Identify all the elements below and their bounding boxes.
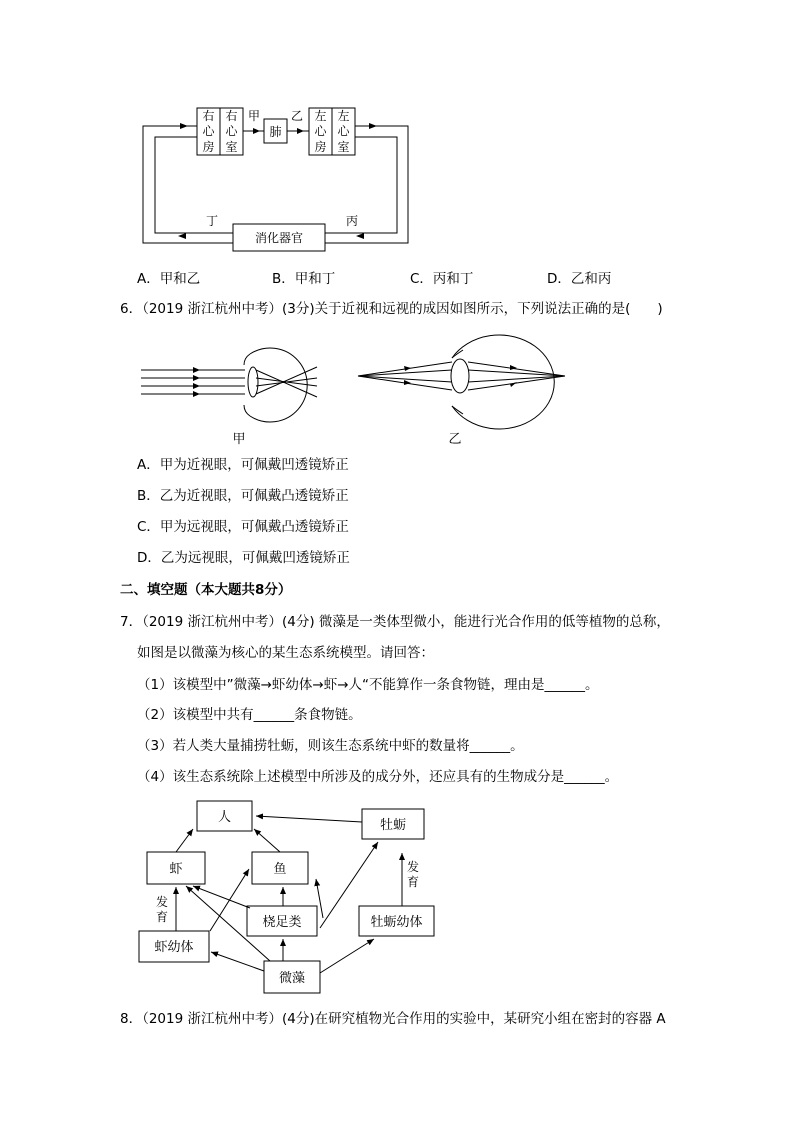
lung-label: 肺 <box>269 125 282 139</box>
digestive-organ-label: 消化器官 <box>254 231 304 245</box>
la-char-3: 房 <box>314 140 327 154</box>
rv-char-2: 心 <box>225 124 238 138</box>
ra-char-3: 房 <box>202 140 215 154</box>
label-bing: 丙 <box>345 214 359 228</box>
develop-label-right-2: 育 <box>406 875 420 889</box>
q8-stem: 8．（2019 浙江杭州中考）(4分)在研究植物光合作用的实验中，某研究小组在密封的容器 A <box>120 1011 666 1027</box>
la-char-2: 心 <box>314 124 327 138</box>
ra-char-2: 心 <box>202 124 215 138</box>
q7-sub-1: （1）该模型中”微藻→虾幼体→虾→人“不能算作一条食物链，理由是______。 <box>137 677 599 693</box>
label-jia: 甲 <box>247 109 261 123</box>
q7-stem-line1: 7．（2019 浙江杭州中考）(4分) 微藻是一类体型微小，能进行光合作用的低等植物的总称， <box>120 614 670 630</box>
label-yi: 乙 <box>290 109 304 123</box>
eye-diagrams <box>0 320 794 450</box>
q7-sub-4: （4）该生态系统除上述模型中所涉及的成分外，还应具有的生物成分是______。 <box>137 769 619 785</box>
q7-sub-2: （2）该模型中共有______条食物链。 <box>137 707 362 723</box>
node-muli-label: 牡蛎 <box>379 818 407 833</box>
eye-label-yi: 乙 <box>448 432 462 447</box>
develop-label-left-1: 发 <box>155 895 169 909</box>
rv-char-1: 右 <box>225 109 238 123</box>
label-ding: 丁 <box>205 214 219 228</box>
q5-option-d: D．乙和丙 <box>547 271 612 287</box>
node-xia-label: 虾 <box>169 862 183 877</box>
node-mulyouti-label: 牡蛎幼体 <box>370 915 423 930</box>
circulation-diagram <box>0 0 794 260</box>
q6-option-b: B．乙为近视眼，可佩戴凸透镜矫正 <box>137 488 349 504</box>
lv-char-2: 心 <box>337 124 350 138</box>
la-char-1: 左 <box>314 109 327 123</box>
develop-label-left-2: 育 <box>155 910 169 924</box>
node-ren-label: 人 <box>217 810 232 825</box>
q6-stem: 6．（2019 浙江杭州中考）(3分)关于近视和远视的成因如图所示，下列说法正确的是( ) <box>120 301 663 317</box>
q5-option-c: C．丙和丁 <box>410 271 474 287</box>
node-weizao-label: 微藻 <box>278 971 306 986</box>
q6-option-d: D．乙为远视眼，可佩戴凹透镜矫正 <box>137 550 350 566</box>
rv-char-3: 室 <box>225 140 238 154</box>
lv-char-3: 室 <box>337 140 350 154</box>
food-web-diagram <box>0 795 794 1000</box>
q5-option-a: A．甲和乙 <box>137 271 201 287</box>
q7-sub-3: （3）若人类大量捕捞牡蛎，则该生态系统中虾的数量将______。 <box>137 738 524 754</box>
node-xiayouti-label: 虾幼体 <box>154 940 194 955</box>
develop-label-right-1: 发 <box>406 860 420 874</box>
q6-option-c: C．甲为远视眼，可佩戴凸透镜矫正 <box>137 519 349 535</box>
q7-stem-line2: 如图是以微藻为核心的某生态系统模型。请回答： <box>137 645 434 661</box>
q6-option-a: A．甲为近视眼，可佩戴凹透镜矫正 <box>137 457 349 473</box>
node-raozulei-label: 桡足类 <box>262 915 302 930</box>
eye-label-jia: 甲 <box>232 432 246 447</box>
lv-char-1: 左 <box>337 109 350 123</box>
ra-char-1: 右 <box>202 109 215 123</box>
section-heading-fill-in: 二、填空题（本大题共8分） <box>120 582 292 598</box>
q5-option-b: B．甲和丁 <box>272 271 336 287</box>
node-yu-label: 鱼 <box>273 862 287 877</box>
